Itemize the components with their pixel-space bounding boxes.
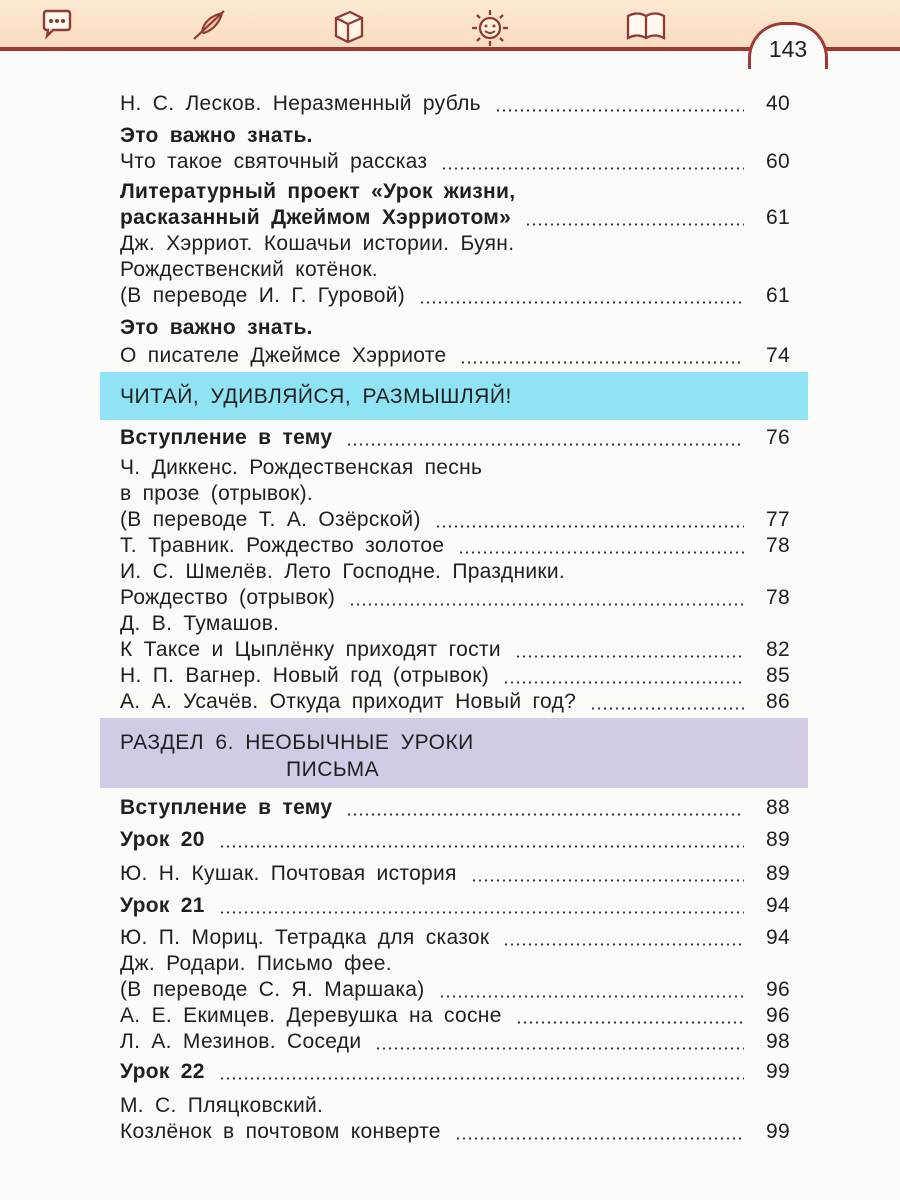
toc-page: 88 <box>766 796 790 819</box>
toc-page: 85 <box>766 664 790 687</box>
section-band-6 <box>100 718 808 788</box>
toc-leader <box>590 707 744 710</box>
toc-leader <box>455 1137 744 1140</box>
toc-entry-intro-2 <box>120 792 790 824</box>
section-band-read-title: ЧИТАЙ, УДИВЛЯЙСЯ, РАЗМЫШЛЯЙ! <box>120 385 512 408</box>
toc-entry-title: Н. П. Вагнер. Новый год (отрывок) <box>120 664 490 687</box>
toc-leader <box>525 223 744 226</box>
toc-entry-title: А. А. Усачёв. Откуда приходит Новый год? <box>120 690 577 713</box>
toc-entry-title: Вступление в тему <box>120 796 333 819</box>
toc-entry-kushak <box>120 858 790 890</box>
toc-entry-about-herriot <box>120 340 790 372</box>
toc-page: 86 <box>766 690 790 713</box>
section-band-read <box>100 372 808 420</box>
toc-entry-title: М. С. Пляцковский. <box>120 1094 324 1117</box>
toc-entry-title: расказанный Джеймом Хэрриотом» <box>120 206 512 229</box>
toc-leader <box>349 603 744 606</box>
toc-entry-title: Дж. Родари. Письмо фее. <box>120 952 392 975</box>
toc-page: 76 <box>766 426 790 449</box>
toc-entry-title: Козлёнок в почтовом конверте <box>120 1120 441 1143</box>
toc-entry-intro-1 <box>120 422 790 454</box>
toc-leader <box>435 525 744 528</box>
toc-entry-title: Ч. Диккенс. Рождественская песнь <box>120 456 483 479</box>
toc-page: 98 <box>766 1030 790 1053</box>
toc-entry-title: Вступление в тему <box>120 426 333 449</box>
toc-entry-title: (В переводе С. Я. Маршака) <box>120 978 425 1001</box>
toc-entry-usachev <box>120 686 790 718</box>
toc-entry-title: Н. С. Лесков. Неразменный рубль <box>120 92 481 115</box>
toc-entry-title: Что такое святочный рассказ <box>120 150 428 173</box>
toc-leader <box>515 655 744 658</box>
toc-leader <box>516 1021 744 1024</box>
book-icon <box>330 8 366 49</box>
toc-page: 61 <box>766 284 790 307</box>
toc-page: 96 <box>766 978 790 1001</box>
feather-icon <box>190 8 230 47</box>
toc-page: 99 <box>766 1060 790 1083</box>
open-book-icon <box>624 8 668 47</box>
toc-entry-herriot-3 <box>120 280 790 312</box>
toc-entry-title: Л. А. Мезинов. Соседи <box>120 1030 362 1053</box>
toc-page: 94 <box>766 926 790 949</box>
toc-leader <box>419 301 744 304</box>
toc-page: 78 <box>766 534 790 557</box>
toc-leader <box>495 109 744 112</box>
toc-page: 77 <box>766 508 790 531</box>
toc-leader <box>460 361 744 364</box>
toc-entry-lesson-21 <box>120 890 790 922</box>
toc-leader <box>219 911 744 914</box>
toc-page: 61 <box>766 206 790 229</box>
page-number: 143 <box>768 36 808 62</box>
section-6-title: РАЗДЕЛ 6. НЕОБЫЧНЫЕ УРОКИ <box>120 731 474 754</box>
toc-entry-title: А. Е. Екимцев. Деревушка на сосне <box>120 1004 502 1027</box>
toc-entry-title: Т. Травник. Рождество золотое <box>120 534 445 557</box>
toc-page: 89 <box>766 862 790 885</box>
toc-entry-title: Рождественский котёнок. <box>120 258 378 281</box>
toc-entry-title: Урок 21 <box>120 894 205 917</box>
toc-entry-title: в прозе (отрывок). <box>120 482 314 505</box>
toc-leader <box>458 551 744 554</box>
toc-leader <box>503 681 744 684</box>
toc-entry-title: Рождество (отрывок) <box>120 586 336 609</box>
toc-entry-lesson-22 <box>120 1056 790 1088</box>
toc-leader <box>503 943 744 946</box>
toc-entry-title: Д. В. Тумашов. <box>120 612 280 635</box>
toc-entry-mezinov <box>120 1026 790 1058</box>
toc-entry-title: Ю. Н. Кушак. Почтовая история <box>120 862 457 885</box>
toc-page: 94 <box>766 894 790 917</box>
toc-entry-title: Литературный проект «Урок жизни, <box>120 180 516 203</box>
toc-leader <box>346 443 744 446</box>
toc-leader <box>375 1047 744 1050</box>
speech-bubble-icon <box>40 8 74 45</box>
toc-entry-title: О писателе Джеймсе Хэрриоте <box>120 344 447 367</box>
toc-page: 40 <box>766 92 790 115</box>
toc-page: 60 <box>766 150 790 173</box>
toc-page: 89 <box>766 828 790 851</box>
toc-leader <box>219 845 744 848</box>
toc-entry-title: (В переводе Т. А. Озёрской) <box>120 508 421 531</box>
toc-entry-title: Это важно знать. <box>120 124 313 147</box>
toc-leader <box>441 167 744 170</box>
toc-entry-lesson-20 <box>120 824 790 856</box>
toc-entry-title: Урок 20 <box>120 828 205 851</box>
toc-page: 96 <box>766 1004 790 1027</box>
toc-entry-title: Урок 22 <box>120 1060 205 1083</box>
toc-leader <box>219 1077 744 1080</box>
toc-page: 78 <box>766 586 790 609</box>
section-6-title-cont: ПИСЬМА <box>286 758 380 781</box>
toc-entry-title: И. С. Шмелёв. Лето Господне. Праздники. <box>120 560 566 583</box>
toc-entry-title: (В переводе И. Г. Гуровой) <box>120 284 406 307</box>
toc-page: 74 <box>766 344 790 367</box>
toc-leader <box>439 995 744 998</box>
toc-page: 99 <box>766 1120 790 1143</box>
toc-entry-christmas-story <box>120 146 790 178</box>
toc-entry-title: Это важно знать. <box>120 316 313 339</box>
toc-leader <box>471 879 744 882</box>
toc-entry-title: Дж. Хэрриот. Кошачьи истории. Буян. <box>120 232 515 255</box>
toc-leader <box>346 813 744 816</box>
toc-entry-title: К Таксе и Цыплёнку приходят гости <box>120 638 501 661</box>
toc-entry-plyatskovsky-2 <box>120 1116 790 1148</box>
toc-page: 82 <box>766 638 790 661</box>
toc-entry-leskov <box>120 88 790 120</box>
toc-entry-title: Ю. П. Мориц. Тетрадка для сказок <box>120 926 490 949</box>
sun-icon <box>470 8 510 53</box>
